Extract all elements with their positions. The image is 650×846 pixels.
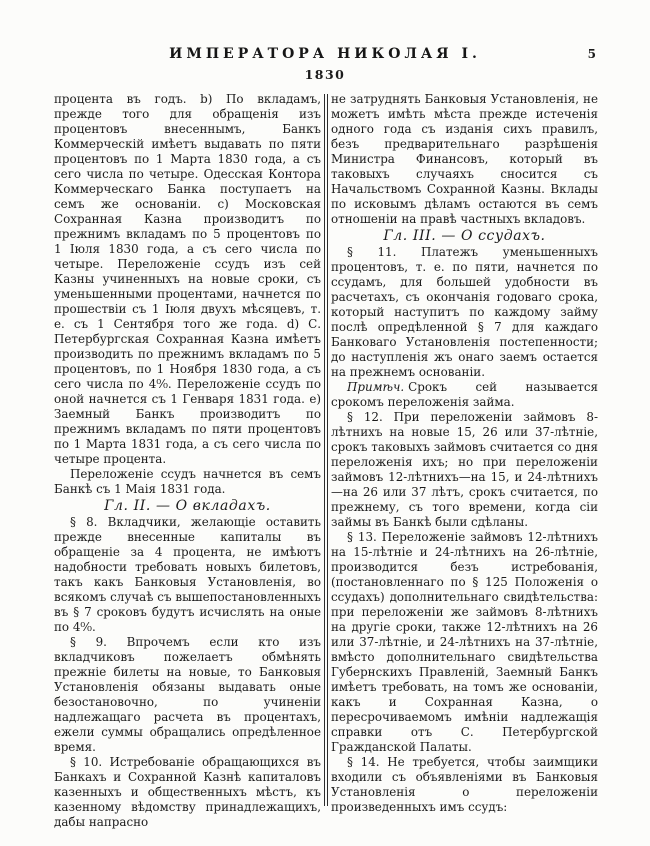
paragraph: § 13. Переложеніе займовъ 12-лѣтнихъ на 15-лѣтніе и 24-лѣтнихъ на 26-лѣтніе, производится безъ истребованія, (постановленнаго по § 125 Положенія о ссудахъ) дополнительнаго свидѣтельства: при переложеніи же займовъ 8-лѣтнихъ на другіе сроки, также 12-лѣтнихъ на 26 или 37-лѣтніе, и 24-лѣтнихъ на 37-лѣтніе, вмѣсто дополнительнаго свидѣтельства Губернскихъ Правленій, Заемный Банкъ имѣетъ требовать, на томъ же основаніи, какъ и Сохранная Казна, о пересрочиваемомъ имѣніи надлежащія справки отъ С. Петербургской Гражданской Палаты. — [331, 530, 598, 754]
two-column-text-area — [54, 92, 598, 829]
running-head — [0, 46, 650, 64]
page-title: ИМПЕРАТОРА НИКОЛАЯ I. — [169, 46, 481, 62]
paragraph: не затруднять Банковыя Установленія, не можетъ имѣть мѣста прежде истеченія одного года съ изданія сихъ правилъ, безъ предварительнаго разрѣшенія Министра Финансовъ, который въ таковыхъ случаяхъ сносится съ Начальствомъ Сохранной Казны. Вклады по исковымъ дѣламъ остаются въ семъ отношеніи на правѣ частныхъ вкладовъ. — [331, 92, 598, 226]
paragraph: Переложеніе ссудъ начнется въ семъ Банкѣ съ 1 Маія 1831 года. — [54, 467, 321, 496]
note-label: Примѣч. — [347, 380, 405, 394]
paragraph: § 9. Впрочемъ если кто изъ вкладчиковъ пожелаетъ обмѣнять прежніе билеты на новые, то Банковыя Установленія обязаны выдавать оные безостановочно, по учиненіи надлежащаго расчета въ процентахъ, ежели суммы обращались опредѣленное время. — [54, 635, 321, 754]
note-paragraph — [331, 380, 598, 410]
paragraph: § 14. Не требуется, чтобы заимщики входили съ объявленіями въ Банковыя Установленія о переложеніи произведенныхъ имъ ссудъ: — [331, 755, 598, 814]
paragraph: § 11. Платежъ уменьшенныхъ процентовъ, т. е. по пяти, начнется по ссудамъ, для большей удобности въ расчетахъ, съ окончанія годоваго срока, который наступитъ по каждому займу послѣ опредѣленной § 7 для каждаго Банковаго Установленія постепенности; до наступленія жъ онаго заемъ остается на прежнемъ основаніи. — [331, 245, 598, 379]
left-column — [54, 92, 321, 829]
paragraph: § 8. Вкладчики, желающіе оставить прежде внесенные капиталы въ обращеніе за 4 процента, не имѣютъ надобности требовать новыхъ билетовъ, такъ какъ Банковыя Установленія, во всякомъ случаѣ съ вышепостановленныхъ въ § 7 сроковъ будутъ исчислять на оные по 4⁰⁄₀. — [54, 515, 321, 634]
paragraph: § 12. При переложеніи займовъ 8-лѣтнихъ на новые 15, 26 или 37-лѣтніе, срокъ таковыхъ займовъ считается со дня переложенія ихъ; но при переложеніи займовъ 12-лѣтнихъ—на 15, и 24-лѣтнихъ—на 26 или 37 лѣтъ, срокъ считается, по прежнему, съ того времени, когда сіи займы въ Банкѣ были сдѣланы. — [331, 410, 598, 529]
year-heading: 1830 — [304, 67, 346, 82]
page-number: 5 — [587, 47, 596, 61]
chapter-heading: Гл. II. — О вкладахъ. — [104, 498, 271, 514]
chapter-heading: Гл. III. — О ссудахъ. — [383, 228, 546, 244]
paragraph: § 10. Истребованіе обращающихся въ Банкахъ и Сохранной Казнѣ капиталовъ казенныхъ и общественныхъ мѣстъ, къ казенному вѣдомству принадлежащихъ, дабы напрасно — [54, 755, 321, 829]
paragraph: процента въ годъ. b) По вкладамъ, прежде того для обращенія изъ процентовъ внесеннымъ, Банкъ Коммерческій имѣетъ выдавать по пяти процентовъ по 1 Марта 1830 года, а съ сего числа по четыре. Одесская Контора Коммерческаго Банка поступаетъ на семъ же основаніи. c) Московская Сохранная Казна производитъ по прежнимъ вкладамъ по 5 процентовъ по 1 Іюля 1830 года, а съ сего числа по четыре. Переложеніе ссудъ изъ сей Казны учиненныхъ на новые сроки, съ уменьшенными процентами, начнется по прошествіи съ 1 Іюля двухъ мѣсяцевъ, т. е. съ 1 Сентября того же года. d) С. Петербургская Сохранная Казна имѣетъ производить по прежнимъ вкладамъ по 5 процентовъ, по 1 Ноября 1830 года, а съ сего числа по 4⁰⁄₀. Переложеніе ссудъ по оной начнется съ 1 Генваря 1831 года. e) Заемный Банкъ производитъ по прежнимъ вкладамъ по пяти процентовъ по 1 Марта 1831 года, а съ сего числа по четыре процента. — [54, 92, 321, 466]
note-text: Срокъ сей называется срокомъ переложенія займа. — [331, 380, 598, 409]
right-column — [331, 92, 598, 814]
column-divider-rule — [324, 94, 328, 806]
